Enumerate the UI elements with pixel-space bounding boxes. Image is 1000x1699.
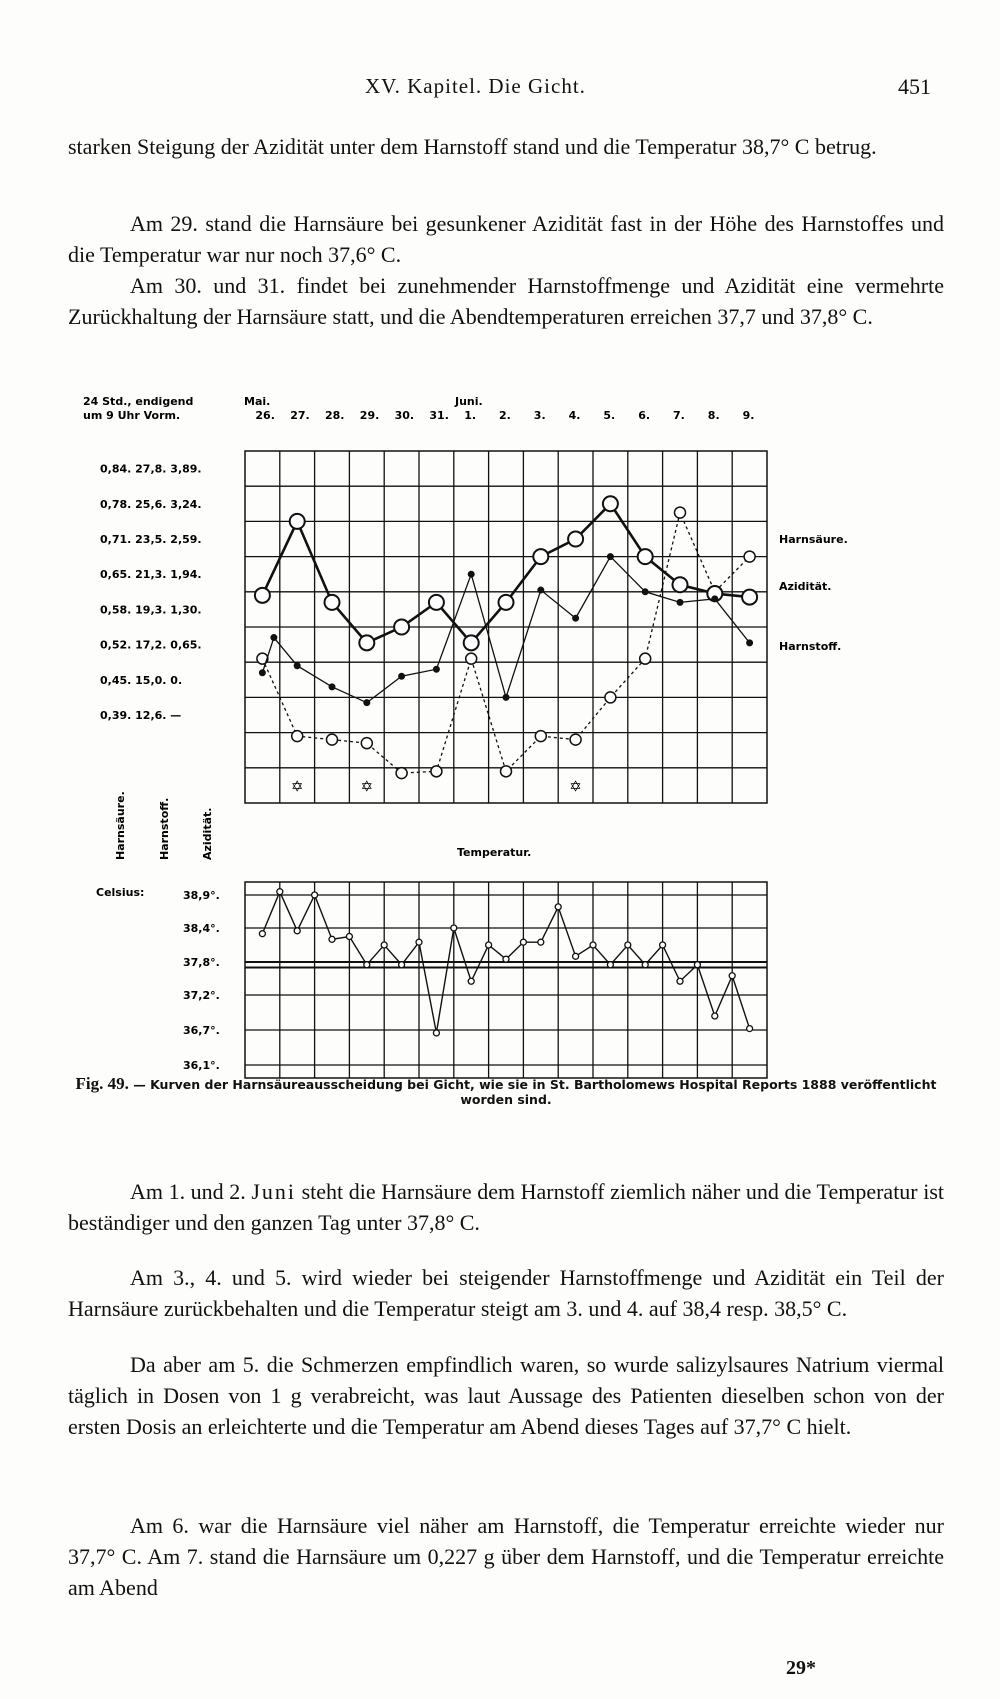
series-point [364, 700, 370, 706]
y-label: 0,52. 17,2. 0,65. [100, 638, 202, 652]
series-point [533, 549, 548, 564]
star-markers [291, 777, 582, 795]
series-point [605, 692, 616, 703]
series-point [464, 635, 479, 650]
y-label: 0,39. 12,6. — [100, 709, 182, 722]
day-labels [255, 409, 754, 422]
series-point [747, 640, 753, 646]
series-point [673, 577, 688, 592]
series-point [570, 734, 581, 745]
axis-name-harnstoff: Harnstoff. [158, 797, 171, 860]
star-marker: ✡ [360, 777, 374, 796]
series-point [290, 514, 305, 529]
series-point [433, 666, 439, 672]
y-axis-labels [100, 463, 202, 722]
series-point [607, 554, 613, 560]
series-point [603, 496, 618, 511]
series-point [294, 663, 300, 669]
series-point [742, 590, 757, 605]
y-label: 0,78. 25,6. 3,24. [100, 497, 202, 511]
temperature-point [712, 1013, 718, 1019]
temperature-point [399, 962, 405, 968]
day-label: 28. [325, 409, 345, 422]
series-point [677, 599, 683, 605]
series-point [503, 694, 509, 700]
temperature-point [451, 925, 457, 931]
temperature-point [538, 939, 544, 945]
day-label: 8. [707, 409, 720, 422]
day-label: 2. [499, 409, 511, 422]
temp-label: 37,8°. [183, 956, 220, 969]
main-chart-grid [245, 451, 767, 803]
chapter-title: XV. Kapitel. Die Gicht. [365, 74, 586, 98]
legend-aziditaet: Azidität. [779, 580, 832, 593]
day-label: 29. [359, 409, 380, 422]
temperature-point [607, 962, 613, 968]
temperature-grid [245, 882, 767, 1078]
day-label: 27. [290, 409, 310, 422]
paragraph-top-3: Am 30. und 31. findet bei zunehmender Harnstoffmenge und Azidität eine vermehrte Zurückhaltung der Harnsäure statt, und die Abendtemperaturen erreichen 37,7 und 37,8° C. [68, 273, 944, 329]
day-label: 31. [429, 409, 449, 422]
legend-harnsaeure: Harnsäure. [779, 533, 848, 546]
series-line [262, 513, 749, 773]
series-point [325, 595, 340, 610]
star-marker: ✡ [569, 777, 582, 796]
star-marker: ✡ [290, 777, 304, 796]
temperature-point [573, 953, 579, 959]
temperature-title: Temperatur. [457, 846, 532, 859]
axis-name-aziditaet: Azidität. [201, 807, 214, 860]
day-label: 30. [394, 409, 415, 422]
paragraph-top-2: Am 29. stand die Harnsäure bei gesunkener Azidität fast in der Höhe des Harnstoffes und die Temperatur war nur noch 37,6° C. [68, 211, 944, 267]
temperature-point [590, 942, 596, 948]
series-point [431, 766, 442, 777]
temperature-point [364, 962, 370, 968]
temperature-point [642, 962, 648, 968]
caption-prefix: Fig. 49. [75, 1074, 129, 1093]
y-label: 0,45. 15,0. 0. [100, 673, 183, 687]
series-point [394, 620, 409, 635]
day-label: 6. [638, 409, 651, 422]
series-point [501, 766, 512, 777]
series-point [538, 587, 544, 593]
axis-name-harnsaeure: Harnsäure. [114, 791, 127, 860]
page-number: 451 [898, 74, 931, 99]
series-point [466, 653, 477, 664]
series-point [327, 734, 338, 745]
y-label: 0,58. 19,3. 1,30. [100, 603, 202, 617]
series-point [675, 507, 686, 518]
series-point [259, 670, 265, 676]
temperature-point [625, 942, 631, 948]
temperature-point [520, 939, 526, 945]
spaced-word: Juni [251, 1179, 297, 1204]
temperature-point [468, 978, 474, 984]
celsius-label: Celsius: [96, 886, 145, 899]
series-point [638, 549, 653, 564]
series-point [396, 768, 407, 779]
temperature-point [747, 1026, 753, 1032]
paragraph-bottom-4: Am 6. war die Harnsäure viel näher am Harnstoff, die Temperatur erreichte wieder nur 37,7° C. Am 7. stand die Harnsäure um 0,227 g über dem Harnstoff, und die Temperatur erreichte am Abend [68, 1513, 944, 1600]
month-label-juni: Juni. [455, 395, 483, 408]
series-point [468, 571, 474, 577]
y-label: 0,65. 21,3. 1,94. [100, 568, 202, 582]
series-point [573, 615, 579, 621]
temperature-point [433, 1030, 439, 1036]
temperature-point [259, 931, 265, 937]
temp-label: 36,7°. [183, 1024, 220, 1037]
temperature-labels [183, 889, 220, 1072]
day-label: 5. [603, 409, 616, 422]
main-chart-series [255, 496, 757, 778]
series-point [640, 653, 651, 664]
series-point [568, 532, 583, 547]
legend-harnstoff: Harnstoff. [779, 640, 842, 653]
paragraph-top-1: starken Steigung der Azidität unter dem Harnstoff stand und die Temperatur 38,7° C betrug. [68, 134, 877, 159]
temperature-point [294, 928, 300, 934]
temperature-point [381, 942, 387, 948]
series-point [292, 731, 303, 742]
series-point [499, 595, 514, 610]
text-run: steht die Harnsäure dem Harnstoff ziemlich näher und die Temperatur ist beständiger und den ganzen Tag unter 37,8° C. [68, 1179, 945, 1235]
day-label: 9. [742, 409, 755, 422]
temp-label: 38,4°. [183, 922, 220, 935]
y-label: 0,84. 27,8. 3,89. [100, 462, 202, 476]
temperature-point [277, 889, 283, 895]
temp-label: 38,9°. [183, 889, 220, 902]
paragraph-bottom-2: Am 3., 4. und 5. wird wieder bei steigender Harnstoffmenge und Azidität ein Teil der Harnsäure zurückbehalten und die Temperatur steigt am 3. und 4. auf 38,4 resp. 38,5° C. [68, 1265, 944, 1321]
series-point [744, 551, 755, 562]
signature-mark: 29* [786, 1657, 816, 1679]
series-point [535, 731, 546, 742]
temperature-point [694, 962, 700, 968]
paragraph-bottom-1 [68, 1176, 944, 1238]
row-label-1: 24 Std., endigend [83, 395, 194, 408]
series-point [271, 635, 277, 641]
day-label: 26. [255, 409, 275, 422]
day-label: 7. [673, 409, 685, 422]
series-point [361, 738, 372, 749]
temperature-point [503, 956, 509, 962]
temp-label: 36,1°. [183, 1059, 220, 1072]
temperature-point [555, 904, 561, 910]
temperature-point [677, 978, 683, 984]
row-label-2: um 9 Uhr Vorm. [83, 409, 181, 422]
temperature-point [346, 934, 352, 940]
caption-text: — Kurven der Harnsäureausscheidung bei Gicht, wie sie in St. Bartholomews Hospital Reports 1888 veröffentlicht worden sind. [133, 1077, 937, 1107]
figure-caption [68, 1076, 944, 1107]
series-point [429, 595, 444, 610]
day-label: 3. [533, 409, 546, 422]
y-label: 0,71. 23,5. 2,59. [100, 533, 202, 546]
series-point [359, 635, 374, 650]
series-point [642, 589, 648, 595]
series-point [329, 684, 335, 690]
paragraph-bottom-3: Da aber am 5. die Schmerzen empfindlich waren, so wurde salizylsaures Natrium viermal täglich in Dosen von 1 g verabreicht, was laut Aussage des Patienten dieselben schon von der ersten Dosis an erleichterte und die Temperatur am Abend dieses Tages auf 37,7° C hielt. [68, 1352, 944, 1439]
temperature-point [660, 942, 666, 948]
series-point [255, 588, 270, 603]
day-label: 4. [568, 409, 581, 422]
temperature-point [312, 892, 318, 898]
text-run: Am 1. und 2. [130, 1179, 252, 1204]
temperature-point [416, 939, 422, 945]
temperature-point [486, 942, 492, 948]
temperature-point [329, 936, 335, 942]
temp-grid-border [245, 882, 767, 1078]
temp-label: 37,2°. [183, 989, 220, 1002]
series-point [712, 596, 718, 602]
temperature-point [729, 973, 735, 979]
month-label-mai: Mai. [244, 395, 271, 408]
day-label: 1. [464, 409, 477, 422]
series-point [399, 673, 405, 679]
